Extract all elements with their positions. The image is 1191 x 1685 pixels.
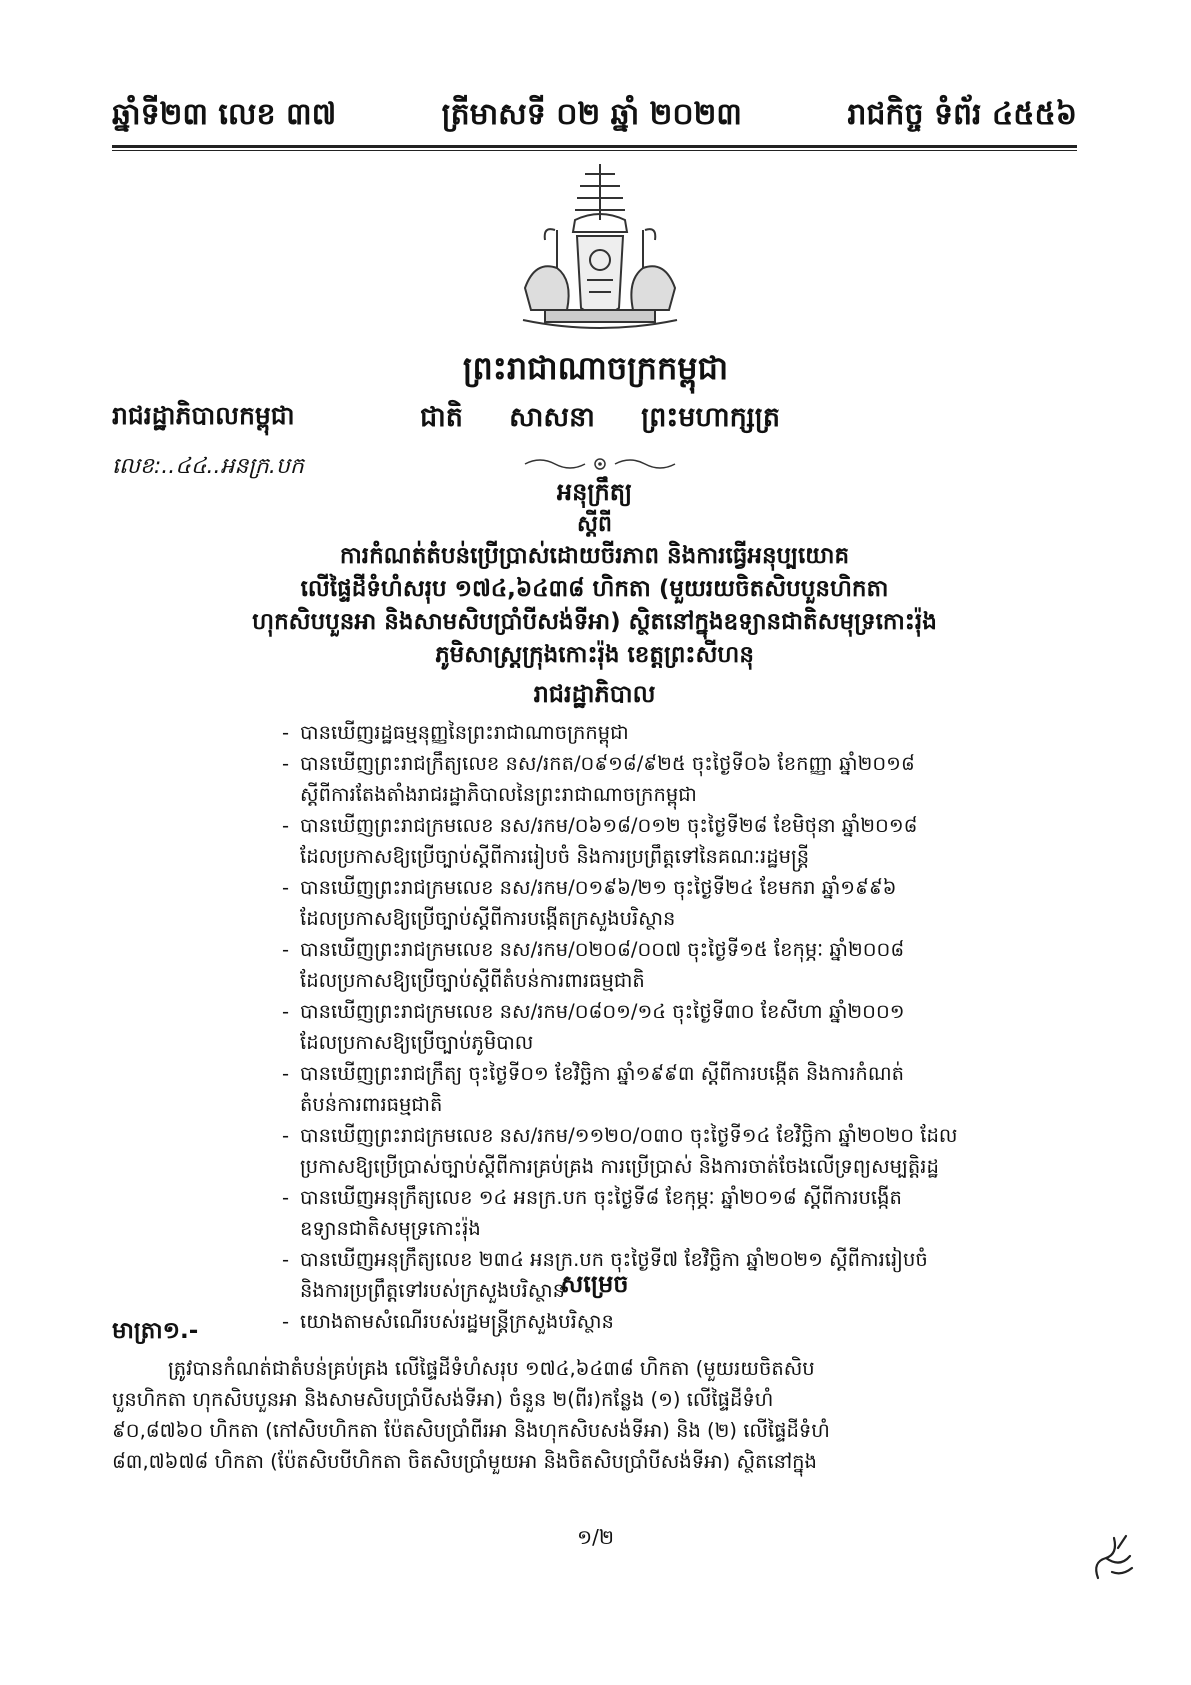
reference-line: បានឃើញអនុក្រឹត្យលេខ ២៣៤ អនក្រ.បក ចុះថ្ងៃទី៧ ខែវិច្ឆិកា ឆ្នាំ២០២១ ស្តីពីការរៀបចំ (300, 1248, 928, 1271)
issuing-government: រាជរដ្ឋាភិបាលកម្ពុជា (112, 401, 295, 430)
gazette-header (112, 92, 1077, 142)
reference-line: ប្រកាសឱ្យប្រើប្រាស់ច្បាប់ស្តីពីការគ្រប់គ្រង ការប្រើប្រាស់ និងការចាត់ចែងលើទ្រព្យសម្បត្តិរដ្ឋ (300, 1155, 939, 1178)
reference-item: - បានឃើញព្រះរាជក្រមលេខ នស/រកម/១១២០/០៣០ ចុះថ្ងៃទី១៤ ខែវិច្ឆិកា ឆ្នាំ២០២០ ដែល ប្រកាសឱ្យប្រើប្រាស់ច្បាប់ស្តីពីការគ្រប់គ្រង ការប្រើប្រាស់ និងការចាត់ចែងលើទ្រព្យសម្បត្តិរដ្ឋ (300, 1120, 1075, 1182)
reference-line: និងការប្រព្រឹត្តទៅរបស់ក្រសួងបរិស្ថាន (300, 1279, 565, 1302)
royal-coat-of-arms-icon (515, 160, 685, 345)
title-line: ភូមិសាស្ត្រក្រុងកោះរ៉ុង ខេត្តព្រះសីហនុ (435, 642, 754, 668)
article-1-line: ៨៣,៧៦៧៨ ហិកតា (ប៉ែតសិបបីហិកតា ចិតសិបប្រាំមួយអា និងចិតសិបប្រាំបីសង់ទីអា) ស្ថិតនៅក្នុង (112, 1450, 817, 1473)
document-title (112, 540, 1077, 672)
title-line: ហុកសិបបួនអា និងសាមសិបប្រាំបីសង់ទីអា) ស្ថិតនៅក្នុងឧទ្យានជាតិសមុទ្រកោះរ៉ុង (252, 609, 937, 635)
reference-line: បានឃើញព្រះរាជក្រមលេខ នស/រកម/០១៩៦/២១ ចុះថ្ងៃទី២៤ ខែមករា ឆ្នាំ១៩៩៦ (300, 876, 897, 899)
motto-king: ព្រះមហាក្សត្រ (641, 402, 780, 433)
legal-references-list (282, 717, 1075, 1337)
reference-line: ស្តីពីការតែងតាំងរាជរដ្ឋាភិបាលនៃព្រះរាជាណាចក្រកម្ពុជា (300, 783, 697, 806)
reference-line: បានឃើញព្រះរាជក្រឹត្យ ចុះថ្ងៃទី០១ ខែវិច្ឆិកា ឆ្នាំ១៩៩៣ ស្តីពីការបង្កើត និងការកំណត់ (300, 1062, 904, 1085)
reference-line: ដែលប្រកាសឱ្យប្រើច្បាប់ភូមិបាល (300, 1031, 534, 1054)
title-line: ការកំណត់តំបន់ប្រើប្រាស់ដោយចីរភាព និងការធ្វើអនុប្បយោគ (339, 543, 850, 569)
reference-line: យោងតាមសំណើរបស់រដ្ឋមន្ត្រីក្រសួងបរិស្ថាន (300, 1310, 614, 1333)
national-motto (420, 401, 780, 440)
reference-line: បានឃើញព្រះរាជក្រមលេខ នស/រកម/០៨០១/១៤ ចុះថ្ងៃទី៣០ ខែសីហា ឆ្នាំ២០០១ (300, 1000, 905, 1023)
article-1-heading: មាត្រា១.- (112, 1318, 199, 1344)
motto-nation: ជាតិ (420, 402, 463, 433)
decorative-divider-icon (520, 456, 680, 472)
page-number: ១/២ (576, 1525, 614, 1549)
reference-item: - បានឃើញអនុក្រឹត្យលេខ ១៤ អនក្រ.បក ចុះថ្ងៃទី៨ ខែកុម្ភៈ ឆ្នាំ២០១៨ ស្តីពីការបង្កើត ឧទ្យានជាតិសមុទ្រកោះរ៉ុង (300, 1182, 1075, 1244)
reference-line: បានឃើញព្រះរាជក្រឹត្យលេខ នស/រកត/០៩១៨/៩២៥ ចុះថ្ងៃទី០៦ ខែកញ្ញា ឆ្នាំ២០១៨ (300, 752, 915, 775)
header-year-issue: ឆ្នាំទី២៣ លេខ ៣៧ (112, 97, 337, 132)
reference-item: - បានឃើញព្រះរាជក្រមលេខ នស/រកម/០២០៨/០០៧ ចុះថ្ងៃទី១៥ ខែកុម្ភៈ ឆ្នាំ២០០៨ ដែលប្រកាសឱ្យប្រើច្បាប់ស្តីពីតំបន់ការពារធម្មជាតិ (300, 934, 1075, 996)
reference-item: - បានឃើញព្រះរាជក្រមលេខ នស/រកម/០៨០១/១៤ ចុះថ្ងៃទី៣០ ខែសីហា ឆ្នាំ២០០១ ដែលប្រកាសឱ្យប្រើច្បាប់ភូមិបាល (300, 996, 1075, 1058)
kingdom-name: ព្រះរាជាណាចក្រកម្ពុជា (462, 349, 729, 387)
document-type: អនុក្រឹត្យ (556, 478, 633, 506)
header-rule-thick (112, 145, 1077, 148)
reference-line: ឧទ្យានជាតិសមុទ្រកោះរ៉ុង (300, 1217, 481, 1240)
reference-item: - បានឃើញព្រះរាជក្រឹត្យ ចុះថ្ងៃទី០១ ខែវិច្ឆិកា ឆ្នាំ១៩៩៣ ស្តីពីការបង្កើត និងការកំណត់ តំបន់ការពារធម្មជាតិ (300, 1058, 1075, 1120)
reference-line: បានឃើញរដ្ឋធម្មនុញ្ញនៃព្រះរាជាណាចក្រកម្ពុជា (300, 721, 629, 744)
reference-item: - បានឃើញព្រះរាជក្រមលេខ នស/រកម/០៦១៨/០១២ ចុះថ្ងៃទី២៨ ខែមិថុនា ឆ្នាំ២០១៨ ដែលប្រកាសឱ្យប្រើច្បាប់ស្តីពីការរៀបចំ និងការប្រព្រឹត្តទៅនៃគណៈរដ្ឋមន្ត្រី (300, 810, 1075, 872)
reference-line: បានឃើញព្រះរាជក្រមលេខ នស/រកម/០២០៨/០០៧ ចុះថ្ងៃទី១៥ ខែកុម្ភៈ ឆ្នាំ២០០៨ (300, 938, 905, 961)
government-heading: រាជរដ្ឋាភិបាល (533, 680, 656, 708)
reference-item: - បានឃើញព្រះរាជក្រឹត្យលេខ នស/រកត/០៩១៨/៩២៥ ចុះថ្ងៃទី០៦ ខែកញ្ញា ឆ្នាំ២០១៨ ស្តីពីការតែងតាំងរាជរដ្ឋាភិបាលនៃព្រះរាជាណាចក្រកម្ពុជា (300, 748, 1075, 810)
initial-signature-icon (1088, 1528, 1138, 1584)
reference-line: បានឃើញព្រះរាជក្រមលេខ នស/រកម/០៦១៨/០១២ ចុះថ្ងៃទី២៨ ខែមិថុនា ឆ្នាំ២០១៨ (300, 814, 918, 837)
reference-item: - បានឃើញអនុក្រឹត្យលេខ ២៣៤ អនក្រ.បក ចុះថ្ងៃទី៧ ខែវិច្ឆិកា ឆ្នាំ២០២១ ស្តីពីការរៀបចំ និងការប្រព្រឹត្តទៅរបស់ក្រសួងបរិស្ថាន (300, 1244, 1075, 1306)
article-1-line: បួនហិកតា ហុកសិបបួនអា និងសាមសិបប្រាំបីសង់ទីអា) ចំនួន ២(ពីរ)កន្លែង (១) លើផ្ទៃដីទំហំ (112, 1388, 774, 1411)
header-rule-thin (112, 150, 1077, 151)
decision-heading: សម្រេច (560, 1270, 629, 1298)
reference-item: - បានឃើញព្រះរាជក្រមលេខ នស/រកម/០១៩៦/២១ ចុះថ្ងៃទី២៤ ខែមករា ឆ្នាំ១៩៩៦ ដែលប្រកាសឱ្យប្រើច្បាប់ស្តីពីការបង្កើតក្រសួងបរិស្ថាន (300, 872, 1075, 934)
article-1-body (112, 1353, 1077, 1477)
motto-religion: សាសនា (509, 402, 595, 433)
reference-line: តំបន់ការពារធម្មជាតិ (300, 1093, 443, 1116)
reference-line: ដែលប្រកាសឱ្យប្រើច្បាប់ស្តីពីការបង្កើតក្រសួងបរិស្ថាន (300, 907, 676, 930)
reference-item: - យោងតាមសំណើរបស់រដ្ឋមន្ត្រីក្រសួងបរិស្ថាន (300, 1306, 1075, 1337)
document-number: លេខ:..៤៤..អនក្រ.បក (112, 454, 304, 479)
article-1-line: ៩០,៨៧៦០ ហិកតា (កៅសិបហិកតា ប៉ែតសិបប្រាំពីរអា និងហុកសិបសង់ទីអា) និង (២) លើផ្ទៃដីទំហំ (112, 1419, 830, 1442)
reference-line: ដែលប្រកាសឱ្យប្រើច្បាប់ស្តីពីការរៀបចំ និងការប្រព្រឹត្តទៅនៃគណៈរដ្ឋមន្ត្រី (300, 845, 810, 868)
reference-line: បានឃើញអនុក្រឹត្យលេខ ១៤ អនក្រ.បក ចុះថ្ងៃទី៨ ខែកុម្ភៈ ឆ្នាំ២០១៨ ស្តីពីការបង្កើត (300, 1186, 902, 1209)
document-about: ស្តីពី (577, 512, 612, 537)
header-page-ref: រាជកិច្ច ទំព័រ ៤៥៥៦ (847, 97, 1077, 132)
reference-item: - បានឃើញរដ្ឋធម្មនុញ្ញនៃព្រះរាជាណាចក្រកម្ពុជា (300, 717, 1075, 748)
reference-line: ដែលប្រកាសឱ្យប្រើច្បាប់ស្តីពីតំបន់ការពារធម្មជាតិ (300, 969, 645, 992)
title-line: លើផ្ទៃដីទំហំសរុប ១៧៤,៦៤៣៨ ហិកតា (មួយរយចិតសិបបួនហិកតា (300, 576, 889, 602)
reference-line: បានឃើញព្រះរាជក្រមលេខ នស/រកម/១១២០/០៣០ ចុះថ្ងៃទី១៤ ខែវិច្ឆិកា ឆ្នាំ២០២០ ដែល (300, 1124, 958, 1147)
article-1-line: ត្រូវបានកំណត់ជាតំបន់គ្រប់គ្រង លើផ្ទៃដីទំហំសរុប ១៧៤,៦៤៣៨ ហិកតា (មួយរយចិតសិប (168, 1357, 815, 1380)
header-date: ត្រីមាសទី ០២ ឆ្នាំ ២០២៣ (441, 97, 742, 132)
